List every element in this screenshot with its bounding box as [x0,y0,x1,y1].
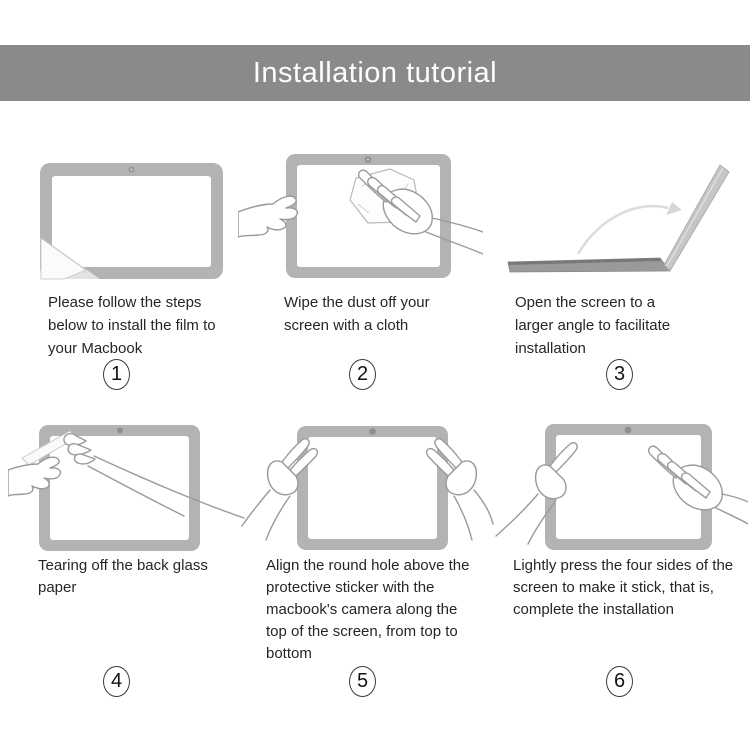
hand-pressing-screen-icon [488,418,748,563]
laptop-base [508,258,670,272]
screen-panel [308,437,437,539]
screen-panel [52,176,211,267]
hands-aligning-film-top-corners-icon [240,418,495,563]
step-4-number-badge: 4 [103,666,130,697]
macbook-screen-peeling-film-icon [38,160,228,285]
step-2-number-badge: 2 [349,359,376,390]
step-2-caption: Wipe the dust off your screen with a cloth [284,294,430,334]
step-3-caption: Open the screen to a larger angle to facilitate installation [515,294,671,357]
camera-dot-icon [625,427,632,434]
banner [0,45,750,101]
step-1-number-badge: 1 [103,359,130,390]
camera-dot-icon [369,428,376,435]
laptop-opened-wide-angle-icon [500,155,745,290]
step-6-number-badge: 6 [606,666,633,697]
open-direction-arrow-icon [578,202,682,254]
step-3-number-badge: 3 [606,359,633,390]
laptop-screen-open [664,165,729,271]
step-5-caption: Align the round hole above the protective sticker with the macbook's camera along the top of the screen, from top to bottom [266,557,470,662]
step-5-number-badge: 5 [349,666,376,697]
hands-wiping-screen-with-cloth-icon [238,148,483,288]
step-1-caption: Please follow the steps below to install the film to your Macbook [48,294,216,357]
page-title: Installation tutorial [252,56,498,89]
step-6-caption: Lightly press the four sides of the screen to make it stick, that is, complete the installation [513,557,734,618]
step-4-caption: Tearing off the back glass paper [38,557,208,596]
hands-tearing-back-paper-icon [8,420,248,560]
camera-dot-icon [117,428,123,434]
